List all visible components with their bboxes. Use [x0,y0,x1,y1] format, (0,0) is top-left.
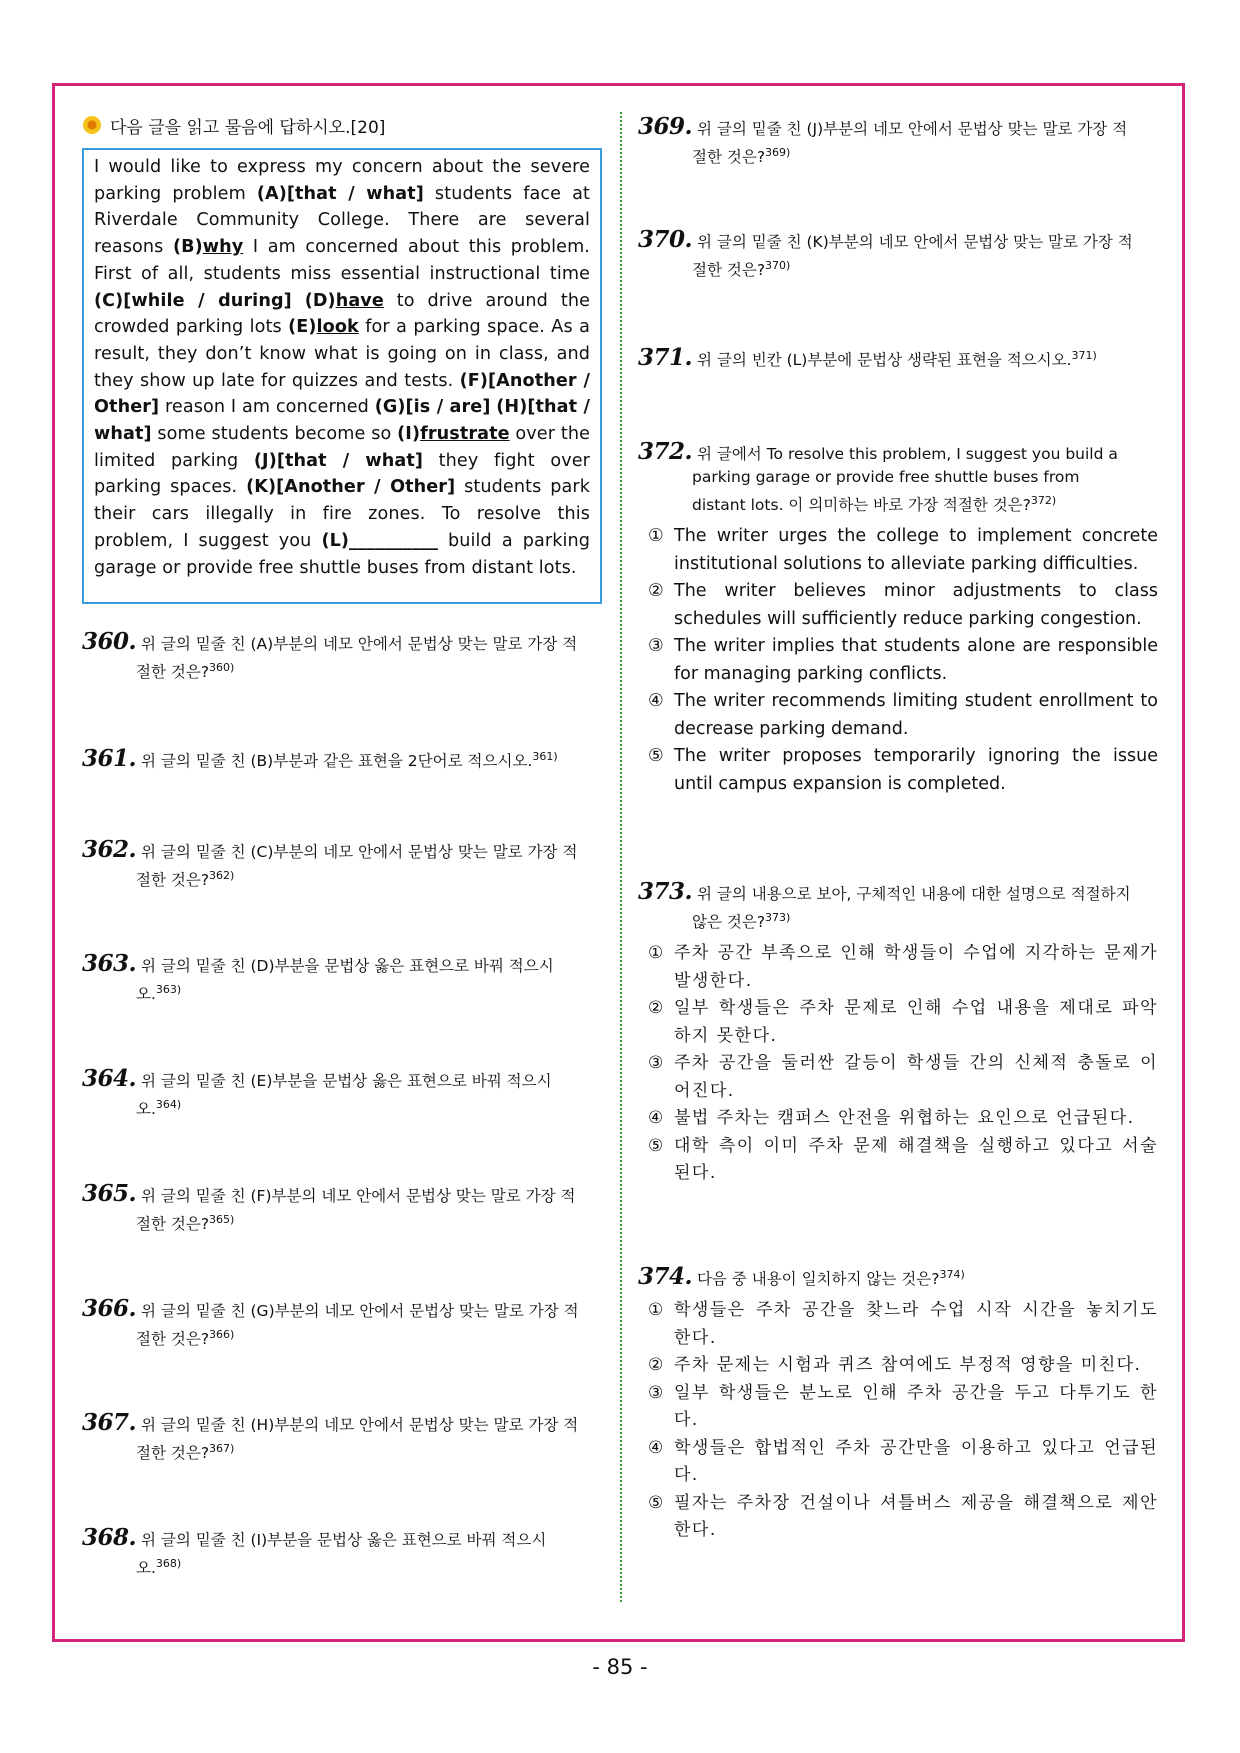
option-text: The writer urges the college to implement concrete institutional solutions to alleviate parking difficulties. [674,526,1158,574]
blank-c: (C)[while / during] [94,290,292,311]
question-366 [82,1297,602,1351]
option-text: 불법 주차는 캠퍼스 안전을 위협하는 요인으로 언급된다. [674,1108,1135,1129]
reading-passage [82,148,602,604]
question-number: 366. [82,1295,137,1322]
option-2[interactable] [638,1352,1158,1380]
footnote-ref: 365) [209,1213,235,1226]
page-number: - 85 - [592,1655,648,1679]
question-text: 절한 것은? [136,1330,210,1349]
instruction [82,112,602,138]
question-text: 않은 것은? [692,913,766,932]
option-marker: ① [648,1300,665,1321]
passage-text: students park their cars illegally in fire zones. To resolve this problem, I suggest you [94,477,590,551]
passage-text: over the limited parking [94,424,590,471]
footnote-ref: 373) [765,911,791,924]
underlined-i: frustrate [420,424,510,445]
option-3[interactable] [638,1380,1158,1435]
question-360 [82,630,602,684]
option-marker: ④ [648,1108,665,1129]
option-text: The writer recommends limiting student enrollment to decrease parking demand. [674,691,1158,739]
footnote-ref: 362) [209,869,235,882]
footnote-ref: 372) [1030,494,1057,507]
option-marker: ① [648,526,664,547]
passage-text: I would like to express my concern about the severe parking problem [94,157,590,204]
blank-l: (L)__________ [321,530,439,551]
question-number: 367. [82,1409,137,1436]
question-number: 363. [82,950,137,977]
option-marker: ③ [648,636,664,657]
blank-a: (A)[that / what] [256,183,424,204]
instruction-text: 다음 글을 읽고 물음에 답하시오.[20] [110,117,386,138]
footnote-ref: 366) [209,1328,235,1341]
question-365 [82,1182,602,1236]
option-text: The writer implies that students alone are responsible for managing parking conflicts. [674,636,1158,684]
question-text: 위 글의 빈칸 (L)부분에 문법상 생략된 표현을 적으시오. [692,351,1072,370]
question-374 [638,1263,1158,1545]
question-number: 368. [82,1524,137,1551]
passage-text: to drive around the crowded parking lots [94,290,590,338]
question-text: 위 글의 밑줄 친 (I)부분을 문법상 옳은 표현으로 바꿔 적으시 [136,1531,547,1549]
question-number: 365. [82,1180,137,1207]
option-text: The writer believes minor adjustments to class schedules will sufficiently reduce parking congestion. [674,581,1158,629]
answer-options [638,1297,1158,1545]
question-number: 369. [638,113,693,140]
underlined-d: have [335,290,384,311]
question-361 [82,745,602,773]
option-marker: ③ [648,1382,665,1403]
blank-h: (H)[that / what] [94,397,590,445]
question-number: 364. [82,1065,137,1092]
option-text: 학생들은 합법적인 주차 공간만을 이용하고 있다고 언급된다. [674,1437,1158,1486]
option-3[interactable] [638,1050,1158,1105]
option-text: 주차 공간 부족으로 인해 학생들이 수업에 지각하는 문제가 발생한다. [674,943,1158,991]
question-text: 오. [136,1100,156,1119]
label-e: (E) [288,317,317,338]
passage-text: some students become so [151,424,398,445]
option-2[interactable] [638,578,1158,633]
question-text: 절한 것은? [136,871,210,890]
footnote-ref: 370) [765,259,791,272]
option-text: 주차 공간을 둘러싼 갈등이 학생들 간의 신체적 충돌로 이어진다. [674,1053,1158,1101]
question-371 [638,344,1158,372]
question-text: 위 글의 밑줄 친 (J)부분의 네모 안에서 문법상 맞는 말로 가장 적 [692,120,1128,138]
question-text: 위 글의 밑줄 친 (K)부분의 네모 안에서 문법상 맞는 말로 가장 적 [692,233,1133,251]
question-369 [638,115,1158,169]
footnote-ref: 374) [939,1268,965,1281]
footnote-ref: 363) [155,983,182,996]
option-text: 필자는 주차장 건설이나 셔틀버스 제공을 해결책으로 제안한다. [674,1492,1158,1541]
option-1[interactable] [638,940,1158,995]
question-text: 절한 것은? [692,148,766,167]
question-370 [638,228,1158,282]
label-b: (B) [172,237,203,258]
option-text: 대학 측이 이미 주차 문제 해결책을 실행하고 있다고 서술된다. [674,1135,1158,1184]
question-text: 위 글의 밑줄 친 (A)부분의 네모 안에서 문법상 맞는 말로 가장 적 [136,635,578,653]
question-number: 373. [638,878,693,905]
question-text: 절한 것은? [136,1215,210,1234]
question-362 [82,838,602,892]
option-marker: ⑤ [648,1135,665,1156]
footnote-ref: 369) [765,146,791,159]
footnote-ref: 360) [209,661,235,674]
question-number: 360. [82,628,137,655]
option-1[interactable] [638,1297,1158,1352]
question-number: 372. [638,438,693,465]
question-text: 절한 것은? [136,663,210,682]
question-number: 362. [82,836,137,863]
question-text: 위 글의 밑줄 친 (B)부분과 같은 표현을 2단어로 적으시오. [136,752,533,771]
question-367 [82,1411,602,1465]
flower-icon [82,115,102,135]
passage-text: build a parking garage or provide free shuttle buses from distant lots. [94,530,591,578]
option-marker: ⑤ [648,1492,665,1513]
option-2[interactable] [638,995,1158,1050]
blank-g: (G)[is / are] [374,397,491,418]
option-marker: ② [648,998,665,1019]
footnote-ref: 371) [1071,349,1097,362]
question-text: 오. [136,1559,156,1578]
option-marker: ① [648,943,665,964]
answer-options [638,523,1158,798]
option-3[interactable] [638,633,1158,688]
question-number: 371. [638,344,693,372]
passage-text: I am concerned about this problem. First of all, students miss essential instructional time [94,237,591,284]
question-text: 위 글의 밑줄 친 (F)부분의 네모 안에서 문법상 맞는 말로 가장 적 [136,1187,576,1205]
question-text: 위 글의 밑줄 친 (G)부분의 네모 안에서 문법상 맞는 말로 가장 적 [136,1302,579,1320]
passage-text: reason I am concerned [159,397,375,418]
passage-text: they fight over parking spaces. [94,450,590,498]
blank-k: (K)[Another / Other] [246,477,456,498]
option-marker: ② [648,581,664,602]
blank-f: (F)[Another / Other] [94,370,591,418]
blank-j: (J)[that / what] [253,450,424,471]
option-text: The writer proposes temporarily ignoring the issue until campus expansion is completed. [674,746,1158,794]
answer-options [638,940,1158,1188]
option-1[interactable] [638,523,1158,578]
option-text: 학생들은 주차 공간을 찾느라 수업 시작 시간을 놓치기도 한다. [674,1300,1158,1348]
question-text: 위 글의 밑줄 친 (E)부분을 문법상 옳은 표현으로 바꿔 적으시 [136,1072,552,1090]
question-text: 절한 것은? [136,1444,210,1463]
option-text: 일부 학생들은 주차 문제로 인해 수업 내용을 제대로 파악하지 못한다. [674,998,1158,1046]
footnote-ref: 368) [155,1557,182,1570]
option-5[interactable] [638,1490,1158,1545]
passage-text: for a parking space. As a result, they don’t know what is going on in class, and they show up late for quizzes and tests. [94,317,590,391]
option-4[interactable] [638,1435,1158,1490]
question-text: 위 글의 밑줄 친 (H)부분의 네모 안에서 문법상 맞는 말로 가장 적 [136,1416,579,1434]
footnote-ref: 361) [532,750,558,763]
question-364 [82,1067,602,1121]
label-d: (D) [304,290,336,311]
footnote-ref: 367) [209,1442,235,1455]
question-372 [638,440,1158,798]
option-5[interactable] [638,743,1158,798]
option-marker: ⑤ [648,746,664,767]
question-text: 위 글에서 To resolve this problem, I suggest you build a [692,445,1118,463]
underlined-b: why [202,237,244,258]
option-text: 일부 학생들은 분노로 인해 주차 공간을 두고 다투기도 한다. [674,1382,1158,1431]
question-text: 오. [136,985,156,1004]
question-number: 361. [82,745,137,773]
label-i: (I) [397,424,421,445]
option-4[interactable] [638,1105,1158,1133]
option-marker: ② [648,1355,665,1376]
question-text: 위 글의 밑줄 친 (D)부분을 문법상 옳은 표현으로 바꿔 적으시 [136,957,554,975]
question-text: 다음 중 내용이 일치하지 않는 것은? [692,1270,940,1289]
option-marker: ④ [648,691,664,712]
option-text: 주차 문제는 시험과 퀴즈 참여에도 부정적 영향을 미친다. [674,1355,1142,1376]
question-text: 위 글의 밑줄 친 (C)부분의 네모 안에서 문법상 맞는 말로 가장 적 [136,843,578,861]
question-text: 절한 것은? [692,261,766,280]
question-text: parking garage or provide free shuttle buses from [692,468,1080,486]
question-text: distant lots. 이 의미하는 바로 가장 적절한 것은? [692,496,1031,515]
question-373 [638,880,1158,1188]
question-number: 370. [638,226,693,253]
passage-text: students face at Riverdale Community College. There are several reasons [94,183,590,258]
option-marker: ③ [648,1053,665,1074]
question-363 [82,952,602,1006]
underlined-e: look [316,317,359,338]
question-368 [82,1526,602,1580]
question-text: 위 글의 내용으로 보아, 구체적인 내용에 대한 설명으로 적절하지 [692,885,1131,903]
column-divider [620,112,622,1602]
left-column [82,112,602,604]
option-5[interactable] [638,1133,1158,1188]
question-number: 374. [638,1263,693,1291]
footnote-ref: 364) [155,1098,182,1111]
option-4[interactable] [638,688,1158,743]
option-marker: ④ [648,1437,665,1458]
